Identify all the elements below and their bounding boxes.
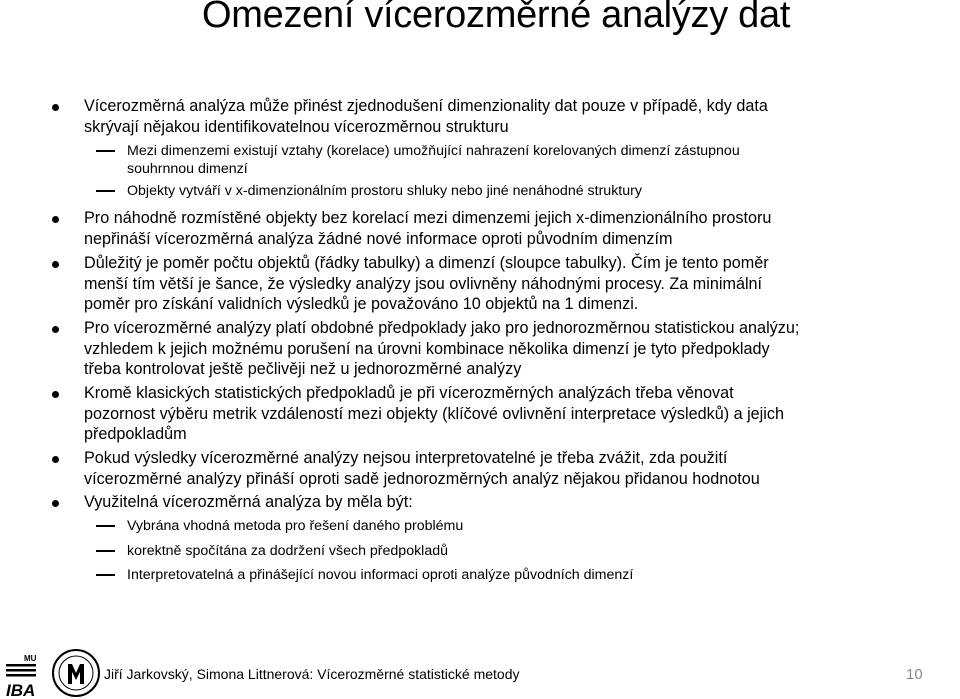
bullet-dash (96, 574, 115, 576)
bullet-dot (52, 500, 59, 507)
slide-title: Omezení vícerozměrné analýzy dat (202, 0, 791, 36)
list-item-text: Interpretovatelná a přinášející novou informaci oproti analýze původních dimenzí (127, 567, 634, 583)
list-item-text: Pokud výsledky vícerozměrné analýzy nejsou interpretovatelné je třeba zvážit, zda použití vícerozměrné analýzy přináší oproti sadě jednorozměrných analýz nějakou přidanou hodnotou (84, 449, 760, 488)
bullet-dash (96, 190, 115, 192)
bullet-dash (96, 525, 115, 527)
logo-bars-icon (6, 664, 36, 677)
bullet-dot (52, 104, 59, 111)
list-item-text: Pro vícerozměrné analýzy platí obdobné předpoklady jako pro jednorozměrnou statistickou analýzu; vzhledem k jejich možnému porušení na úrovni kombinace několika dimenzí je tyto předpoklady třeba kontrolovat ještě pečlivěji než u jednorozměrné analýzy (84, 319, 800, 379)
list-item-text: Pro náhodně rozmístěné objekty bez korelací mezi dimenzemi jejich x-dimenzionálního prostoru nepřináší vícerozměrná analýza žádné nové informace oproti původním dimenzím (84, 209, 772, 248)
bullet-dot (52, 261, 59, 268)
list-item-text: Kromě klasických statistických předpokladů je při vícerozměrných analýzách třeba věnovat pozornost výběru metrik vzdáleností mezi objekty (klíčové ovlivnění interpretace výsledků) a jejich předpokladům (84, 384, 784, 444)
logo-iba-text: IBA (6, 681, 36, 699)
list-item-text: Důležitý je poměr počtu objektů (řádky tabulky) a dimenzí (sloupce tabulky). Čím je tento poměr menší tím větší je šance, že výsledky analýzy jsou ovlivněny náhodnými procesy. Za minimální poměr pro získání validních výsledků je považováno 10 objektů na 1 dimenzi. (84, 254, 769, 314)
bullet-dot (52, 391, 59, 398)
bullet-dash (96, 150, 115, 152)
list-item-text: korektně spočítána za dodržení všech předpokladů (127, 543, 448, 559)
footer-authors: Jiří Jarkovský, Simona Littnerová: Vícerozměrné statistické metody (104, 666, 520, 682)
page-number: 10 (906, 666, 923, 683)
bullet-dot (52, 456, 59, 463)
mu-iba-logo (4, 648, 100, 699)
university-seal-icon (53, 650, 99, 696)
list-item-text: Využitelná vícerozměrná analýza by měla být: (84, 493, 413, 511)
logo-mu-text: MU (24, 654, 37, 663)
list-item-text: Objekty vytváří v x-dimenzionálním prostoru shluky nebo jiné nenáhodné struktury (127, 183, 642, 199)
bullet-dot (52, 326, 59, 333)
bullet-dot (52, 216, 59, 223)
list-item-text: Vybrána vhodná metoda pro řešení daného problému (127, 518, 464, 534)
list-item-text: Vícerozměrná analýza může přinést zjednodušení dimenzionality dat pouze v případě, kdy data skrývají nějakou identifikovatelnou vícerozměrnou strukturu (84, 97, 768, 136)
bullet-dash (96, 550, 115, 552)
list-item-text: Mezi dimenzemi existují vztahy (korelace) umožňující nahrazení korelovaných dimenzí zástupnou souhrnnou dimenzí (127, 143, 740, 177)
